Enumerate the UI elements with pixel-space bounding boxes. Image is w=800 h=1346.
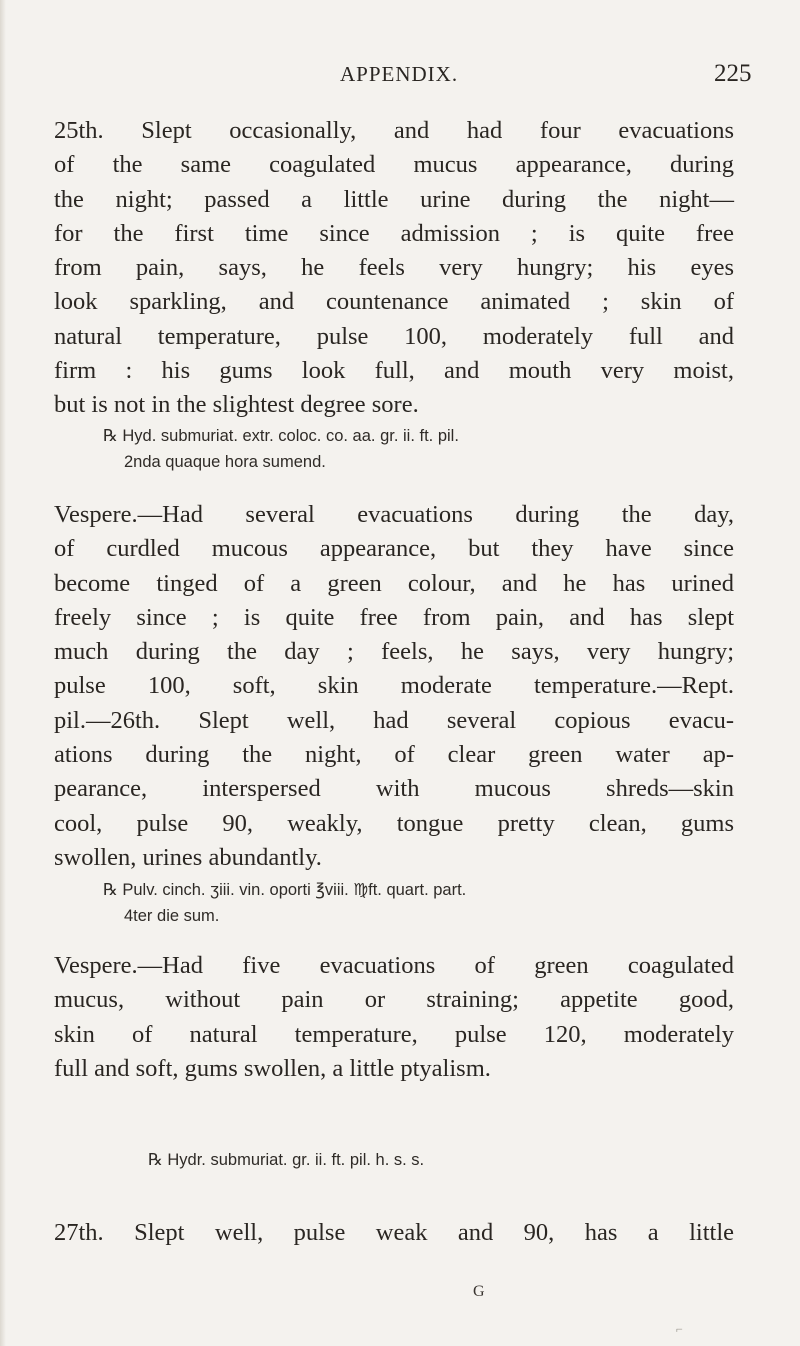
entry-27th (54, 1216, 734, 1250)
page-header (0, 60, 800, 90)
text-line: 25th. Slept occasionally, and had four evacuations (54, 117, 734, 144)
text-line: for the first time since admission ; is quite free (54, 219, 734, 247)
prescription-line: ℞ Hydr. submuriat. gr. ii. ft. pil. h. s. s. (148, 1151, 425, 1169)
text-line: pearance, interspersed with mucous shreds—skin (54, 775, 734, 803)
prescription-1 (103, 423, 459, 475)
page-number: 225 (714, 60, 752, 87)
prescription-line: ℞ Hyd. submuriat. extr. coloc. co. aa. gr. ii. ft. pil. (103, 427, 459, 445)
text-line: mucus, without pain or straining; appetite good, (54, 986, 734, 1014)
prescription-line: 2nda quaque hora sumend. (124, 453, 326, 471)
prescription-line: 4ter die sum. (124, 907, 220, 925)
text-line: much during the day ; feels, he says, very hungry; (54, 638, 734, 666)
text-line: but is not in the slightest degree sore. (54, 391, 419, 419)
text-line: the night; passed a little urine during the night— (54, 185, 734, 213)
text-line: of curdled mucous appearance, but they have since (54, 535, 734, 563)
vespere-entry-2 (54, 949, 734, 1086)
text-line: firm : his gums look full, and mouth very moist, (54, 357, 734, 385)
text-line: 27th. Slept well, pulse weak and 90, has a little (54, 1219, 734, 1246)
text-line: Vespere.—Had five evacuations of green coagulated (54, 952, 734, 979)
entry-25th (54, 114, 734, 423)
text-line: freely since ; is quite free from pain, and has slept (54, 603, 734, 631)
text-line: skin of natural temperature, pulse 120, moderately (54, 1020, 734, 1048)
prescription-2 (103, 877, 466, 929)
text-line: pulse 100, soft, skin moderate temperature.—Rept. (54, 672, 734, 700)
text-line: from pain, says, he feels very hungry; his eyes (54, 254, 734, 282)
prescription-3 (148, 1147, 424, 1173)
text-line: look sparkling, and countenance animated ; skin of (54, 288, 734, 316)
text-line: full and soft, gums swollen, a little ptyalism. (54, 1054, 491, 1082)
signature-mark: G (473, 1283, 485, 1300)
text-line: of the same coagulated mucus appearance, during (54, 151, 734, 179)
text-line: cool, pulse 90, weakly, tongue pretty clean, gums (54, 809, 734, 837)
vespere-entry-1 (54, 498, 734, 875)
page-edge-shadow (0, 0, 6, 1346)
text-line: become tinged of a green colour, and he has urined (54, 569, 734, 597)
stray-mark: ⌐ (676, 1322, 683, 1336)
text-line: pil.—26th. Slept well, had several copious evacu- (54, 706, 734, 734)
text-line: swollen, urines abundantly. (54, 843, 322, 871)
text-line: ations during the night, of clear green water ap- (54, 741, 734, 769)
text-line: Vespere.—Had several evacuations during the day, (54, 501, 734, 528)
text-line: natural temperature, pulse 100, moderately full and (54, 322, 734, 350)
running-head: APPENDIX. (340, 62, 459, 86)
prescription-line: ℞ Pulv. cinch. ʒiii. vin. oporti ℥viii. ♍ft. quart. part. (103, 881, 467, 899)
